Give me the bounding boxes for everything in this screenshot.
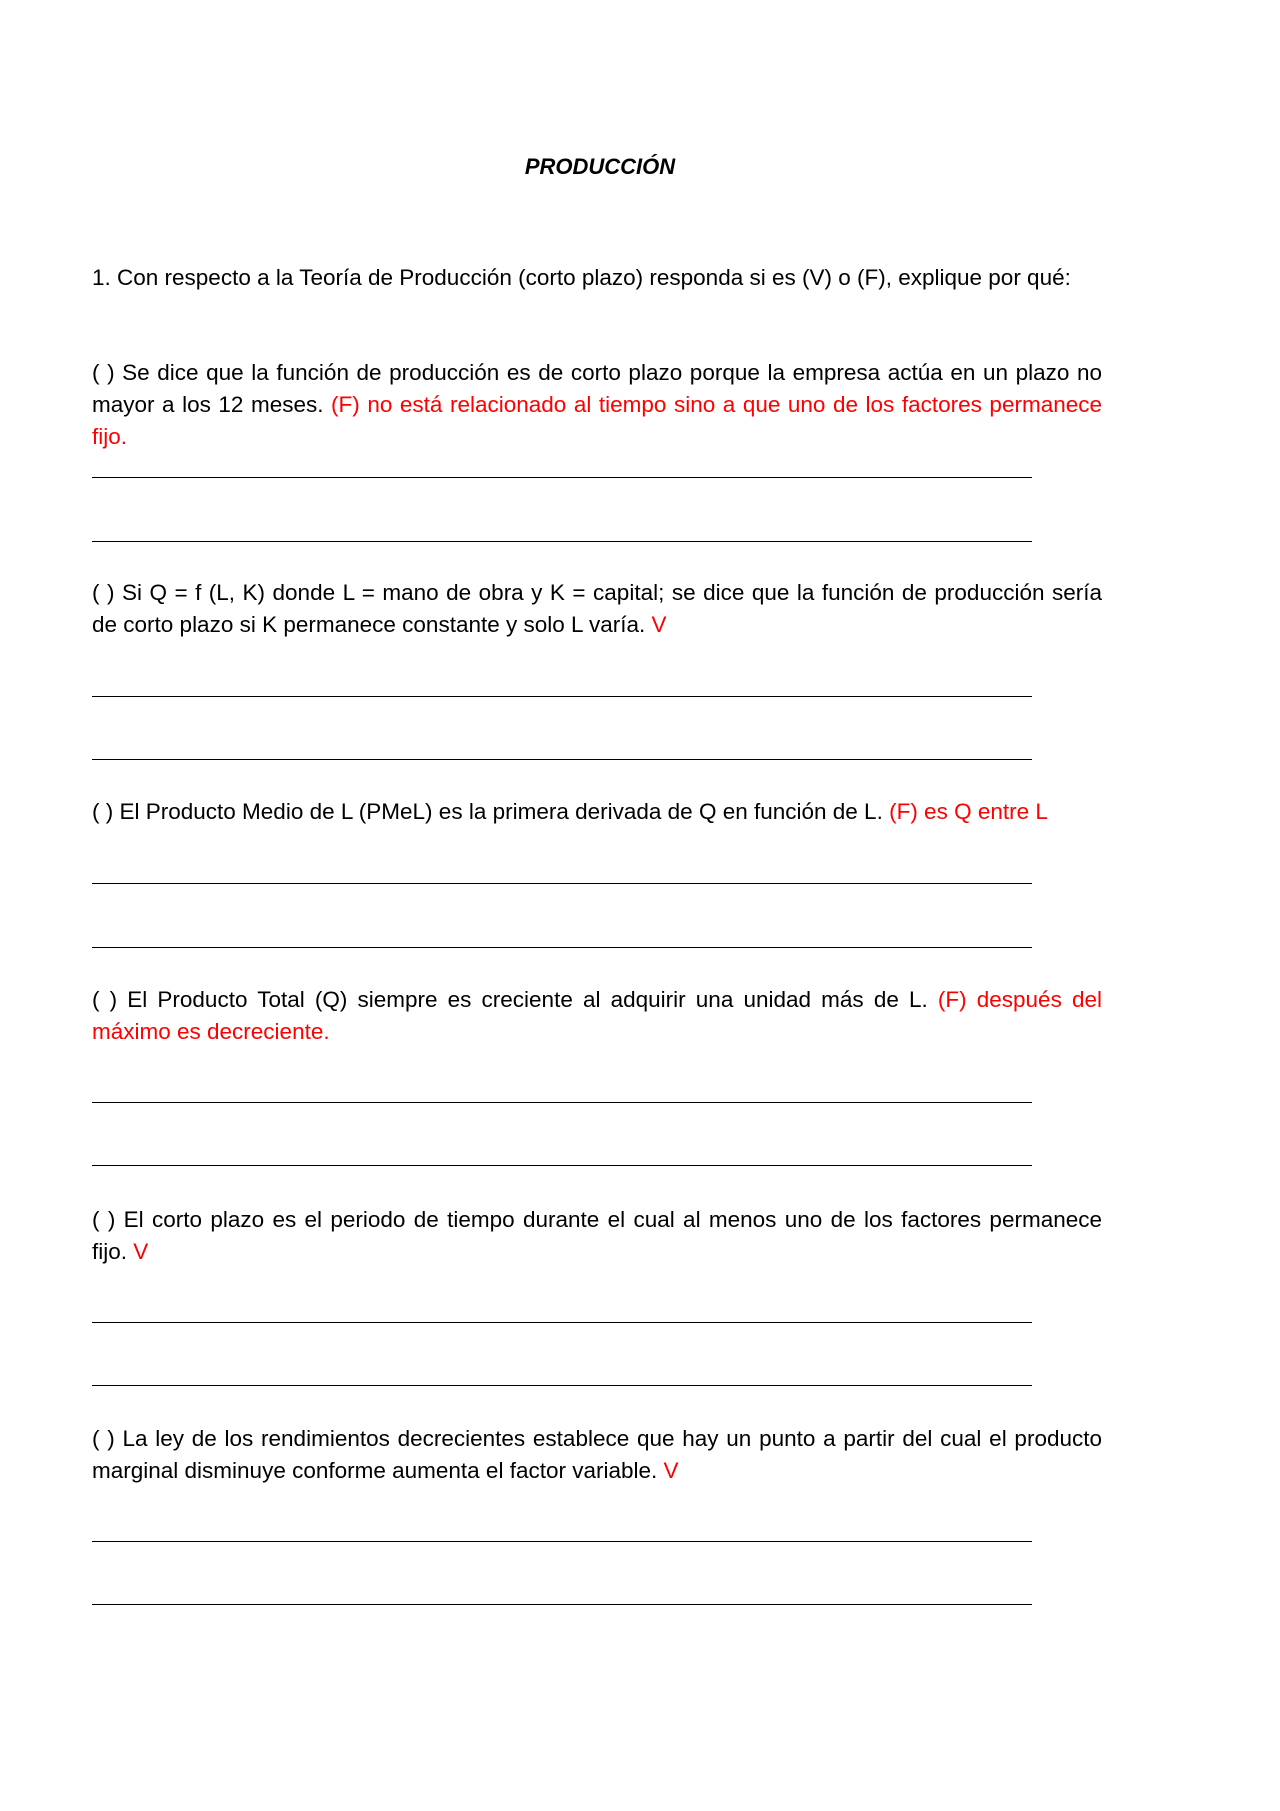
answer-line [92,1604,1032,1605]
answer-line [92,883,1032,884]
question-5-text: ( ) El corto plazo es el periodo de tiempo durante el cual al menos uno de los factores permanece fijo. [92,1207,1102,1264]
answer-line [92,1541,1032,1542]
intro-paragraph: 1. Con respecto a la Teoría de Producción (corto plazo) responda si es (V) o (F), explique por qué: [92,265,1071,290]
question-5 [92,1204,1102,1268]
question-4 [92,984,1102,1048]
answer-line [92,1322,1032,1323]
question-2 [92,577,1102,641]
answer-line [92,477,1032,478]
question-6-text: ( ) La ley de los rendimientos decrecientes establece que hay un punto a partir del cual el producto marginal disminuye conforme aumenta el factor variable. [92,1426,1102,1483]
answer-line [92,541,1032,542]
question-1-answer: (F) no está relacionado al tiempo sino a que uno de los factores permanece fijo. [92,392,1102,449]
question-2-answer: V [651,612,667,637]
question-1-text: ( ) Se dice que la función de producción es de corto plazo porque la empresa actúa en un plazo no mayor a los 12 meses. [92,360,1102,417]
question-2-text: ( ) Si Q = f (L, K) donde L = mano de obra y K = capital; se dice que la función de producción sería de corto plazo si K permanece constante y solo L varía. [92,580,1102,637]
answer-line [92,759,1032,760]
question-6 [92,1423,1102,1487]
question-6-answer: V [663,1458,679,1483]
answer-line [92,947,1032,948]
question-3-answer: (F) es Q entre L [889,799,1048,824]
question-3 [92,796,1102,828]
answer-line [92,1165,1032,1166]
page-title: PRODUCCIÓN [524,154,676,179]
question-5-answer: V [133,1239,149,1264]
question-3-text: ( ) El Producto Medio de L (PMeL) es la primera derivada de Q en función de L. [92,799,890,824]
answer-line [92,1385,1032,1386]
question-4-text: ( ) El Producto Total (Q) siempre es creciente al adquirir una unidad más de L. [92,987,938,1012]
answer-line [92,1102,1032,1103]
question-1 [92,357,1102,453]
answer-line [92,696,1032,697]
question-4-answer: (F) después del máximo es decreciente. [92,987,1102,1044]
